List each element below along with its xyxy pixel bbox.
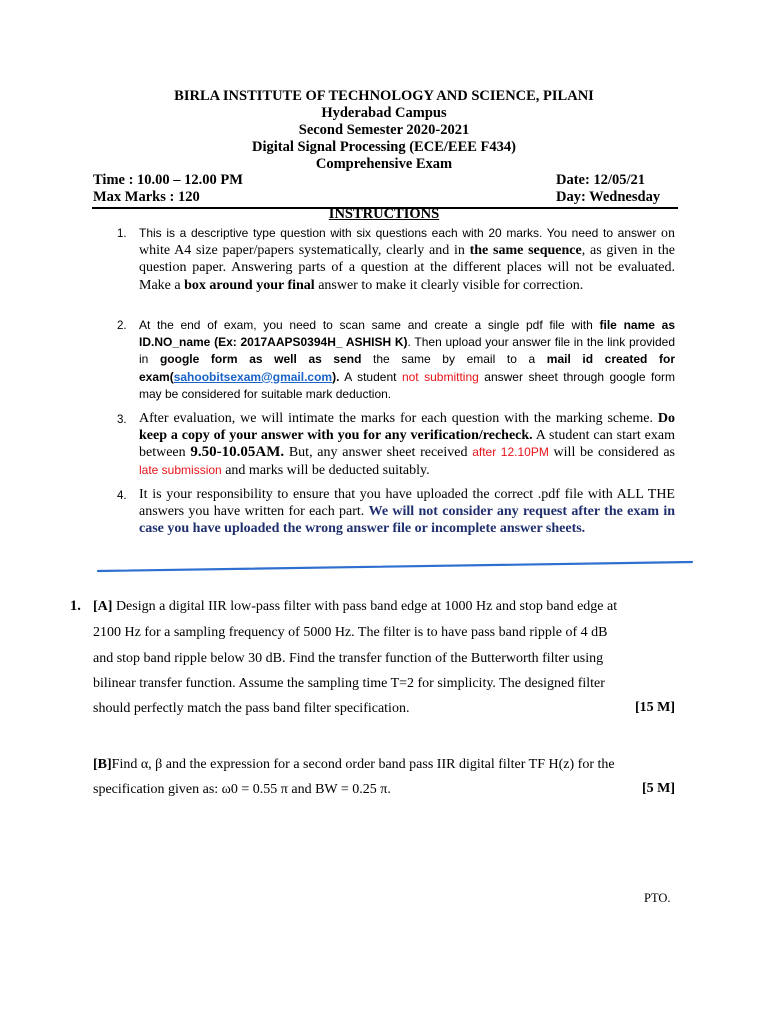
q1b-line-1 [93,757,675,773]
instruction-3-start-window: 9.50-10.05AM. [190,444,285,461]
instruction-1-text-f: answer to make it clearly visible for correction. [314,277,584,293]
instruction-2-google-form: google form as well as send [159,352,362,367]
instruction-number-1: 1. [117,228,127,240]
instruction-2-file-name: file name as ID.NO_name (Ex: 2017AAPS0394H_ ASHISH K) [139,318,675,350]
instruction-3-deadline: after 12.10PM [472,445,549,460]
instruction-1-text-c: the same sequence [469,243,582,259]
q1b-marks: [5 M] [641,781,675,796]
exam-day: Day: Wednesday [556,189,661,205]
instruction-2-text-a: At the end of exam, you need to scan same and create a single pdf file with [139,318,600,332]
instruction-2-text-c: . Then upload your answer file in the link provided in [139,335,675,367]
instruction-3 [139,410,675,479]
exam-date: Date: 12/05/21 [556,172,645,188]
instruction-2-text-k: answer sheet through google form may be considered for suitable mark deduction. [139,369,675,401]
instruction-1-text-d: , as given in the question paper. Answering parts of a question at the different places will not be evaluated. Make a [139,243,676,293]
q1b-text-1: Find α, β and the expression for a second order band pass IIR digital filter TF H(z) for the [111,757,615,772]
q1a-label: [A] [93,599,113,614]
course-title: Digital Signal Processing (ECE/EEE F434) [252,139,516,155]
exam-time: Time : 10.00 – 12.00 PM [93,172,243,188]
campus: Hyderabad Campus [321,105,447,121]
q1a-line-1 [93,599,675,615]
instruction-number-4: 4. [117,490,127,502]
question-number: 1. [70,598,81,614]
q1a-marks: [15 M] [634,700,675,715]
q1a-line-4: bilinear transfer function. Assume the sampling time T=2 for simplicity. The designed filter [93,676,605,691]
instruction-2 [139,317,675,403]
instruction-4 [139,486,675,538]
instruction-1-text-b: on white A4 size paper/papers systematically, clearly and in [139,226,675,259]
instruction-2-text-h: ). [332,369,340,384]
exam-name: Comprehensive Exam [315,156,453,172]
instruction-3-text-i: and marks will be deducted suitably. [221,462,430,478]
instruction-number-3: 3. [117,414,127,426]
instruction-4-warning: We will not consider any request after the exam in case you have uploaded the wrong answer file or incomplete answer sheets. [139,504,675,537]
q1a-line-3: and stop band ripple below 30 dB. Find the transfer function of the Butterworth filter using [93,651,604,666]
section-separator [96,559,694,573]
instruction-2-text-i: A student [339,369,402,384]
instruction-1 [139,225,675,294]
exam-email-link[interactable]: sahoobitsexam@gmail.com [173,369,333,384]
q1b-label: [B] [93,757,112,772]
q1b-line-2: specification given as: ω0 = 0.55 π and BW = 0.25 π. [93,782,391,797]
instruction-1-text-a: This is a descriptive type question with six questions each with 20 marks. You need to answer [139,226,661,240]
q1a-line-5: should perfectly match the pass band filter specification. [93,701,410,716]
instruction-3-text-a: After evaluation, we will intimate the marks for each question with the marking scheme. [139,411,658,426]
instruction-3-keep-copy: Do keep a copy of your answer with you for any verification/recheck. [139,411,675,444]
page-turn-note: PTO. [644,891,671,905]
instruction-3-text-e: But, any answer sheet received [284,445,473,461]
instruction-3-text-c: A student can start exam between [139,428,675,461]
instructions-title: INSTRUCTIONS [328,206,440,222]
instruction-3-late-submission: late submission [139,462,222,477]
q1a-text-1: Design a digital IIR low-pass filter with pass band edge at 1000 Hz and stop band edge at [112,599,618,614]
instruction-2-text-e: the same by email to a [361,352,547,367]
instruction-1-text-e: box around your final [184,277,315,293]
instruction-4-text-a: It is your responsibility to ensure that you have uploaded the correct .pdf file with ALL THE answers you have written for each part. [139,487,675,520]
instruction-2-not-submitting: not submitting [401,369,479,384]
instruction-number-2: 2. [117,320,127,332]
semester: Second Semester 2020-2021 [298,122,470,138]
institute-name: BIRLA INSTITUTE OF TECHNOLOGY AND SCIENCE, PILANI [174,88,594,104]
q1a-line-2: 2100 Hz for a sampling frequency of 5000 Hz. The filter is to have pass band ripple of 4 dB [93,625,608,640]
instruction-3-text-g: will be considered as [548,445,676,461]
instruction-2-mail-id: mail id created for exam( [139,352,675,384]
max-marks: Max Marks : 120 [93,189,200,205]
